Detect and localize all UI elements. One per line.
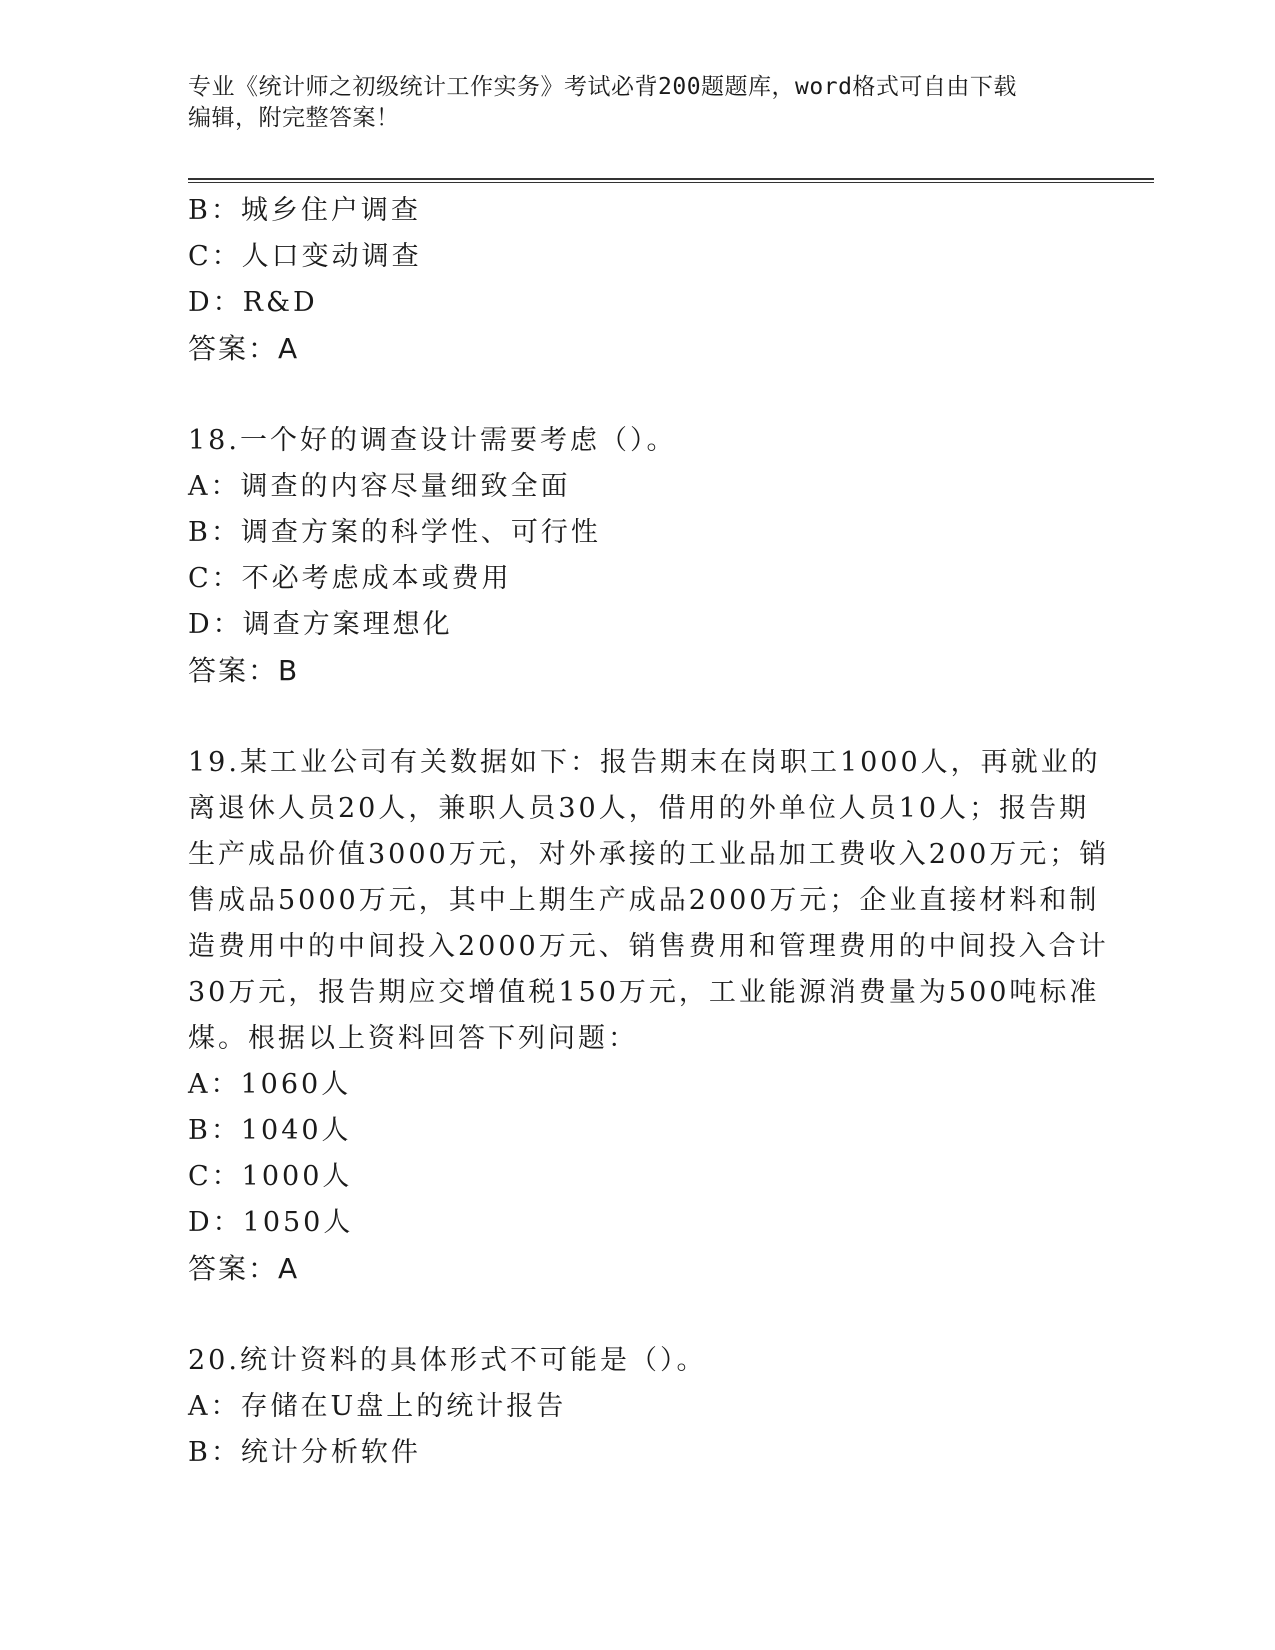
header-divider: [188, 178, 1154, 183]
option-c: C：人口变动调查: [188, 241, 422, 272]
question-stem-line: 售成品5000万元，其中上期生产成品2000万元；企业直接材料和制: [188, 885, 1100, 916]
answer-line: 答案：B: [188, 654, 300, 687]
option-d: D：R&D: [188, 287, 318, 318]
option-a: A：存储在U盘上的统计报告: [188, 1391, 567, 1422]
option-c: C：1000人: [188, 1161, 353, 1192]
option-b: B：城乡住户调查: [188, 195, 421, 226]
option-b: B：调查方案的科学性、可行性: [188, 517, 601, 548]
document-header: [188, 72, 1068, 134]
answer-line: 答案：A: [188, 1252, 300, 1285]
header-title-line-1: 专业《统计师之初级统计工作实务》考试必背200题题库，word格式可自由下载: [188, 74, 1017, 100]
option-b: B：统计分析软件: [188, 1437, 421, 1468]
option-a: A：调查的内容尽量细致全面: [188, 471, 571, 502]
answer-line: 答案：A: [188, 332, 300, 365]
option-b: B：1040人: [188, 1115, 352, 1146]
spacer: [188, 372, 1088, 418]
question-stem-line: 离退休人员20人，兼职人员30人，借用的外单位人员10人；报告期: [188, 793, 1090, 824]
question-stem-line: 造费用中的中间投入2000万元、销售费用和管理费用的中间投入合计: [188, 931, 1109, 962]
question-stem-line: 生产成品价值3000万元，对外承接的工业品加工费收入200万元；销: [188, 839, 1110, 870]
question-17-tail: [188, 188, 1088, 372]
question-19: [188, 740, 1110, 1292]
question-stem: 18.一个好的调查设计需要考虑（）。: [188, 425, 677, 456]
question-20: [188, 1338, 1088, 1476]
spacer: [188, 694, 1088, 740]
question-stem-line: 煤。根据以上资料回答下列问题：: [188, 1023, 638, 1054]
option-d: D：调查方案理想化: [188, 609, 453, 640]
header-title-line-2: 编辑，附完整答案！: [188, 105, 400, 131]
question-stem: 20.统计资料的具体形式不可能是（）。: [188, 1345, 707, 1376]
option-d: D：1050人: [188, 1207, 354, 1238]
question-stem-line: 30万元，报告期应交增值税150万元，工业能源消费量为500吨标准: [188, 977, 1100, 1008]
question-18: [188, 418, 1088, 694]
question-list: [188, 188, 1110, 1476]
question-stem-line: 19.某工业公司有关数据如下：报告期末在岗职工1000人，再就业的: [188, 747, 1101, 778]
option-c: C：不必考虑成本或费用: [188, 563, 512, 594]
option-a: A：1060人: [188, 1069, 352, 1100]
spacer: [188, 1292, 1088, 1338]
